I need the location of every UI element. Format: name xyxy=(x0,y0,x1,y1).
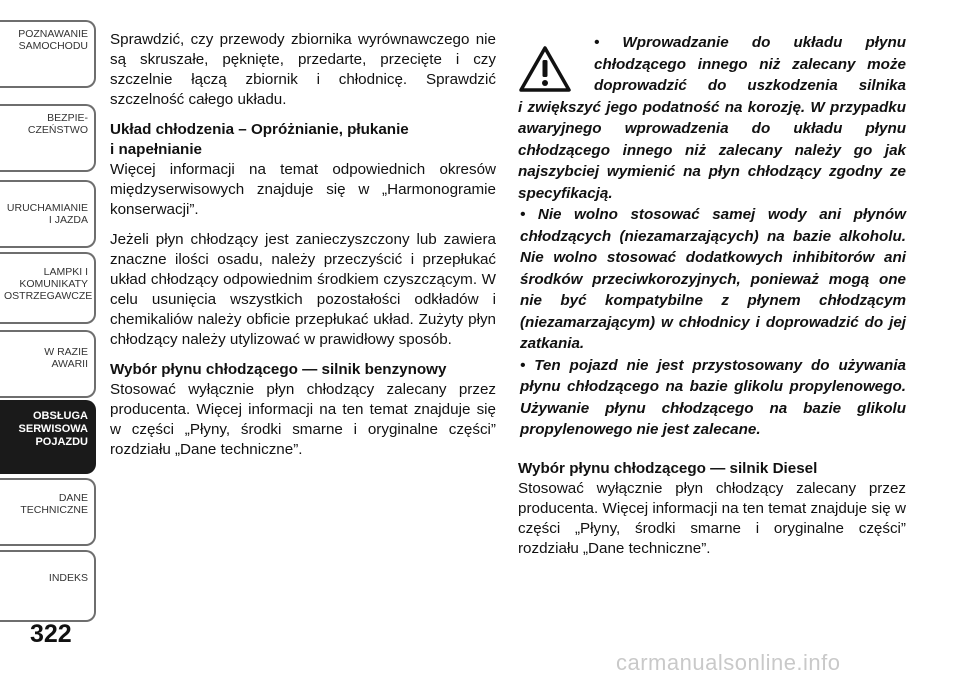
paragraph-contaminated-coolant: Jeżeli płyn chłodzący jest zanieczyszczony lub zawiera znaczne ilości osadu, należy przeczyścić i przepłukać układ chłodzący odpowiednim środkiem czyszczącym. W celu usunięcia wszystkich pozostałości odkładów i chemikaliów należy obficie przepłukać układ. Zużyty płyn chłodzący należy utylizować w prawidłowy sposób. xyxy=(110,231,496,348)
warning-item-1-line-1: • Wprowadzanie do układu płynu xyxy=(594,34,906,51)
warning-item-2: • Nie wolno stosować samej wody ani płynów chłodzących (niezamarzających) na bazie alkoholu. Nie wolno stosować dodatkowych inhibitorów ani środków przeciwkorozyjnych, ponieważ mogą one nie być kompatybilne z płynem chłodzącym (niezamarzającym) w chłodnicy i doprowadzić do jej zatkania. xyxy=(520,206,906,352)
intro-paragraph: Sprawdzić, czy przewody zbiornika wyrównawczego nie są skruszałe, pęknięte, przedarte, przecięte i czy szczelnie łączą zbiornik i chłodnicę. Sprawdzić szczelność całego układu. xyxy=(110,31,496,108)
page-number: 322 xyxy=(30,620,72,648)
warning-item-3: • Ten pojazd nie jest przystosowany do używania płynu chłodzącego na bazie glikolu propylenowego. Używanie płynu chłodzącego na bazie glikolu propylenowego nie jest zalecane. xyxy=(520,356,906,438)
left-column xyxy=(110,30,496,470)
heading-line-1: Układ chłodzenia – Opróżnianie, płukanie xyxy=(110,121,409,138)
paragraph-coolant-diesel: Stosować wyłącznie płyn chłodzący zalecany przez producenta. Więcej informacji na ten temat znajduje się w części „Płyny, środki smarne i oryginalne części” rozdziału „Dane techniczne”. xyxy=(518,479,906,557)
right-column xyxy=(518,32,906,569)
tab-obsluga-serwisowa-active[interactable]: OBSŁUGA SERWISOWA POJAZDU xyxy=(0,400,96,474)
paragraph-coolant-gasoline: Stosować wyłącznie płyn chłodzący zalecany przez producenta. Więcej informacji na ten temat znajduje się w części „Płyny, środki smarne i oryginalne części” rozdziału „Dane techniczne”. xyxy=(110,381,496,458)
watermark: carmanualsonline.info xyxy=(616,650,841,675)
warning-item-1-rest: i zwiększyć jego podatność na korozję. W przypadku awaryjnego wprowadzenia do układu płynu chłodzącego innego niż zalecany należy go jak najszybciej wymienić na płyn chłodzący zgodny ze specyfikacją. xyxy=(518,98,906,202)
heading-cooling-system-flush xyxy=(110,120,496,160)
warning-item-1-line-3: doprowadzić do uszkodzenia silnika xyxy=(594,77,906,94)
tab-dane-techniczne[interactable]: DANE TECHNICZNE xyxy=(0,478,96,546)
chapter-sidebar xyxy=(0,0,100,678)
tab-indeks[interactable]: INDEKS xyxy=(0,550,96,622)
tab-uruchamianie-i-jazda[interactable]: URUCHAMIANIE I JAZDA xyxy=(0,180,96,248)
heading-coolant-gasoline: Wybór płynu chłodzącego — silnik benzynowy xyxy=(110,361,447,378)
paragraph-intervals: Więcej informacji na temat odpowiednich okresów międzyserwisowych znajduje się w „Harmonogramie konserwacji”. xyxy=(110,161,496,218)
tab-lampki-i-komunikaty[interactable]: LAMPKI I KOMUNIKATY OSTRZEGAWCZE xyxy=(0,252,96,324)
tab-w-razie-awarii[interactable]: W RAZIE AWARII xyxy=(0,330,96,398)
tab-bezpieczenstwo[interactable]: BEZPIE- CZEŃSTWO xyxy=(0,104,96,172)
heading-line-2: i napełnianie xyxy=(110,141,202,158)
warning-box xyxy=(518,32,906,441)
heading-coolant-diesel: Wybór płynu chłodzącego — silnik Diesel xyxy=(518,459,818,477)
warning-item-1-line-2: chłodzącego innego niż zalecany może xyxy=(594,55,906,73)
tab-poznawanie-samochodu[interactable]: POZNAWANIE SAMOCHODU xyxy=(0,20,96,88)
